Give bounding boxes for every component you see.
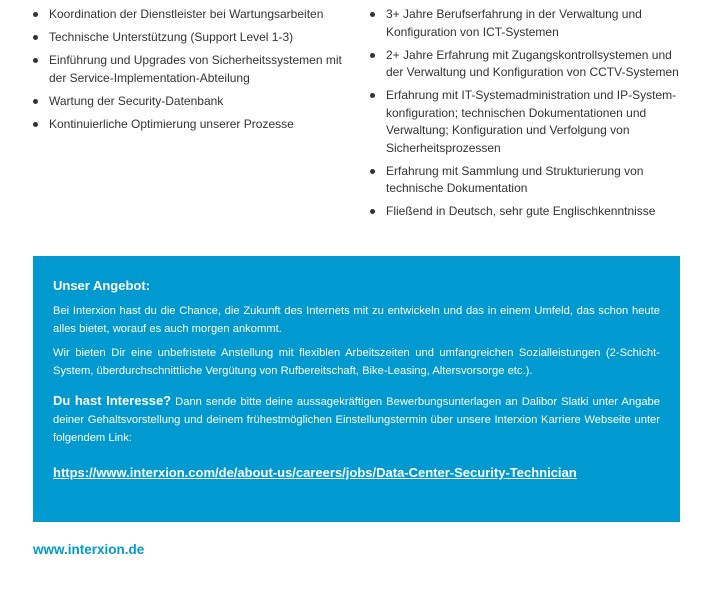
bullet-icon [370, 53, 375, 58]
bullet-icon [33, 35, 38, 40]
interest-paragraph [53, 392, 660, 447]
interest-heading: Du hast Interesse? [53, 393, 172, 408]
bullet-icon [370, 209, 375, 214]
careers-link[interactable]: https://www.interxion.com/de/about-us/careers/jobs/Data-Center-Security-Technician [53, 465, 577, 480]
offer-heading: Unser Angebot: [53, 278, 151, 293]
list-item: Kontinuierliche Optimierung unserer Prozesse [32, 116, 352, 134]
interest-text: Dann sende bitte deine aussagekräftigen Bewerbungsunterlagen an Dalibor Slatki unter Angabe deiner Gehaltsvorstellung und deinem frühestmöglichen Einstellungstermin über unsere Interxion Karriere Webseite unter folgendem Link: [53, 396, 660, 444]
requirements-list [369, 6, 689, 221]
bullet-icon [33, 122, 38, 127]
list-item: Technische Unterstützung (Support Level 1-3) [32, 29, 352, 47]
responsibilities-list [32, 6, 352, 133]
list-item: 3+ Jahre Berufserfahrung in der Verwaltung und Konfiguration von ICT-Systemen [369, 6, 689, 41]
list-item: Koordination der Dienstleister bei Wartungsarbeiten [32, 6, 352, 24]
list-item: Wartung der Security-Datenbank [32, 93, 352, 111]
list-item: 2+ Jahre Erfahrung mit Zugangskontrollsystemen und der Verwaltung und Konfiguration von CCTV-Systemen [369, 47, 689, 82]
bullet-icon [33, 58, 38, 63]
bullet-icon [33, 99, 38, 104]
bullet-icon [33, 12, 38, 17]
list-item: Fließend in Deutsch, sehr gute Englischkenntnisse [369, 203, 689, 221]
list-item: Erfahrung mit IT-Systemadministration und IP-Systemkonfiguration; technischen Dokumentationen und Verwaltung; Konfiguration und Verfolgung von Sicherheitsprozessen [369, 87, 689, 157]
requirements-column [369, 6, 689, 226]
bullet-icon [370, 12, 375, 17]
offer-box [33, 256, 680, 522]
bullet-icon [370, 93, 375, 98]
responsibilities-column [32, 6, 352, 139]
list-item: Erfahrung mit Sammlung und Strukturierung von technische Dokumentation [369, 163, 689, 198]
offer-paragraph-benefits: Wir bieten Dir eine unbefristete Anstellung mit flexiblen Arbeitszeiten und umfangreichen Sozialleistungen (2-Schicht-System, überdurchschnittliche Vergütung von Rufbereitschaft, Bike-Leasing, Altersvorsorge etc.). [53, 347, 660, 377]
website-link[interactable]: www.interxion.de [33, 542, 145, 557]
list-item: Einführung und Upgrades von Sicherheitssystemen mit der Service-Implementation-Abteilung [32, 52, 352, 87]
bullet-icon [370, 169, 375, 174]
offer-paragraph-chance: Bei Interxion hast du die Chance, die Zukunft des Internets mit zu entwickeln und das in einem Umfeld, das schon heute alles bietet, worauf es auch morgen ankommt. [53, 305, 660, 335]
